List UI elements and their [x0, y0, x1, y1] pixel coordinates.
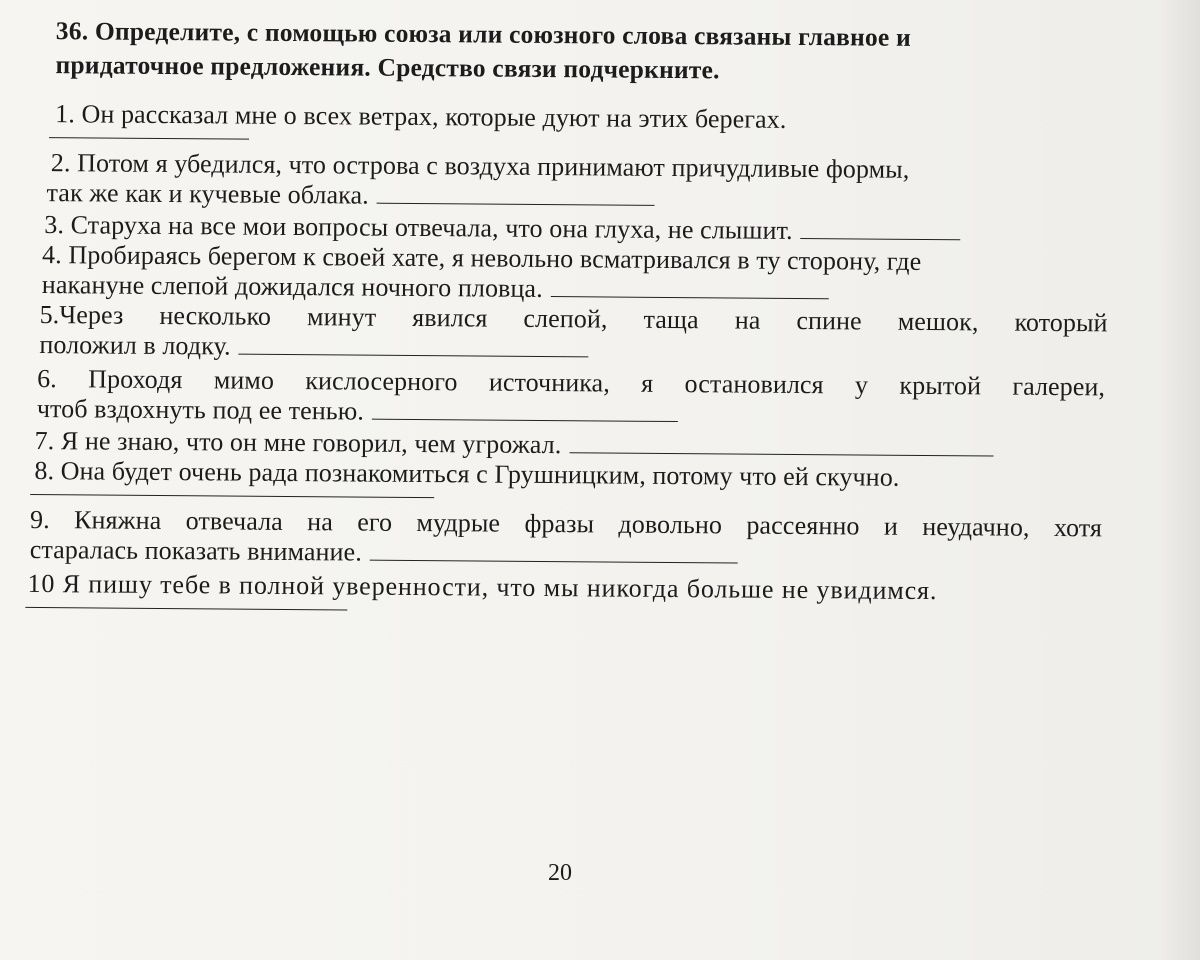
answer-blank-1[interactable] [49, 137, 249, 140]
sentence-5-line-2: положил в лодку. [39, 330, 231, 361]
sentence-9-line-2: старалась показать внимание. [29, 534, 362, 567]
answer-blank-7[interactable] [569, 430, 993, 456]
exercise-content [27, 14, 1118, 626]
sentence-4-line-2: накануне слепой дожидался ночного пловца. [41, 270, 543, 303]
sentence-6-line-2: чтоб вздохнуть под ее тенью. [36, 394, 365, 426]
sentence-1: 1. Он рассказал мне о всех ветрах, которые дуют на этих берегах. [55, 99, 787, 134]
answer-blank-8[interactable] [30, 494, 434, 498]
page-edge-shadow [1160, 0, 1200, 960]
heading-line-2: придаточное предложения. Средство связи подчеркните. [55, 50, 720, 85]
sentence-7: 7. Я не знаю, что он мне говорил, чем угрожал. [34, 425, 562, 460]
page-number: 20 [548, 860, 572, 886]
answer-blank-6[interactable] [372, 397, 678, 422]
heading-line-1: 36. Определите, с помощью союза или союзного слова связаны главное и [55, 16, 912, 52]
sentence-6-line-1: 6. Проходя мимо кислосерного источника, я остановился у крытой галереи, [37, 364, 1106, 402]
answer-blank-10[interactable] [25, 607, 347, 611]
sentence-2-line-2: так же как и кучевые облака. [46, 178, 369, 210]
answer-blank-9[interactable] [370, 538, 738, 564]
sentence-5-line-1: 5.Через несколько минут явился слепой, таща на спине мешок, который [39, 300, 1108, 338]
answer-blank-5[interactable] [239, 332, 589, 358]
sentence-9-line-1: 9. Княжна отвечала на его мудрые фразы довольно рассеянно и неудачно, хотя [29, 504, 1103, 543]
answer-blank-4[interactable] [551, 274, 829, 299]
sentence-10: 10 Я пишу тебе в полной уверенности, что мы никогда больше не увидимся. [27, 568, 938, 606]
answer-blank-2[interactable] [377, 181, 655, 206]
sentence-2-line-1: 2. Потом я убедился, что острова с воздуха принимают причудливые формы, [50, 148, 910, 184]
sentence-8: 8. Она будет очень рада познакомиться с Грушницким, потому что ей скучно. [34, 455, 900, 492]
sentence-3: 3. Старуха на все мои вопросы отвечала, что она глуха, не слышит. [44, 210, 793, 245]
exercise-heading [55, 14, 1118, 90]
sentence-4-line-1: 4. Пробираясь берегом к своей хате, я невольно всматривался в ту сторону, где [41, 240, 922, 276]
answer-blank-3[interactable] [801, 216, 961, 240]
